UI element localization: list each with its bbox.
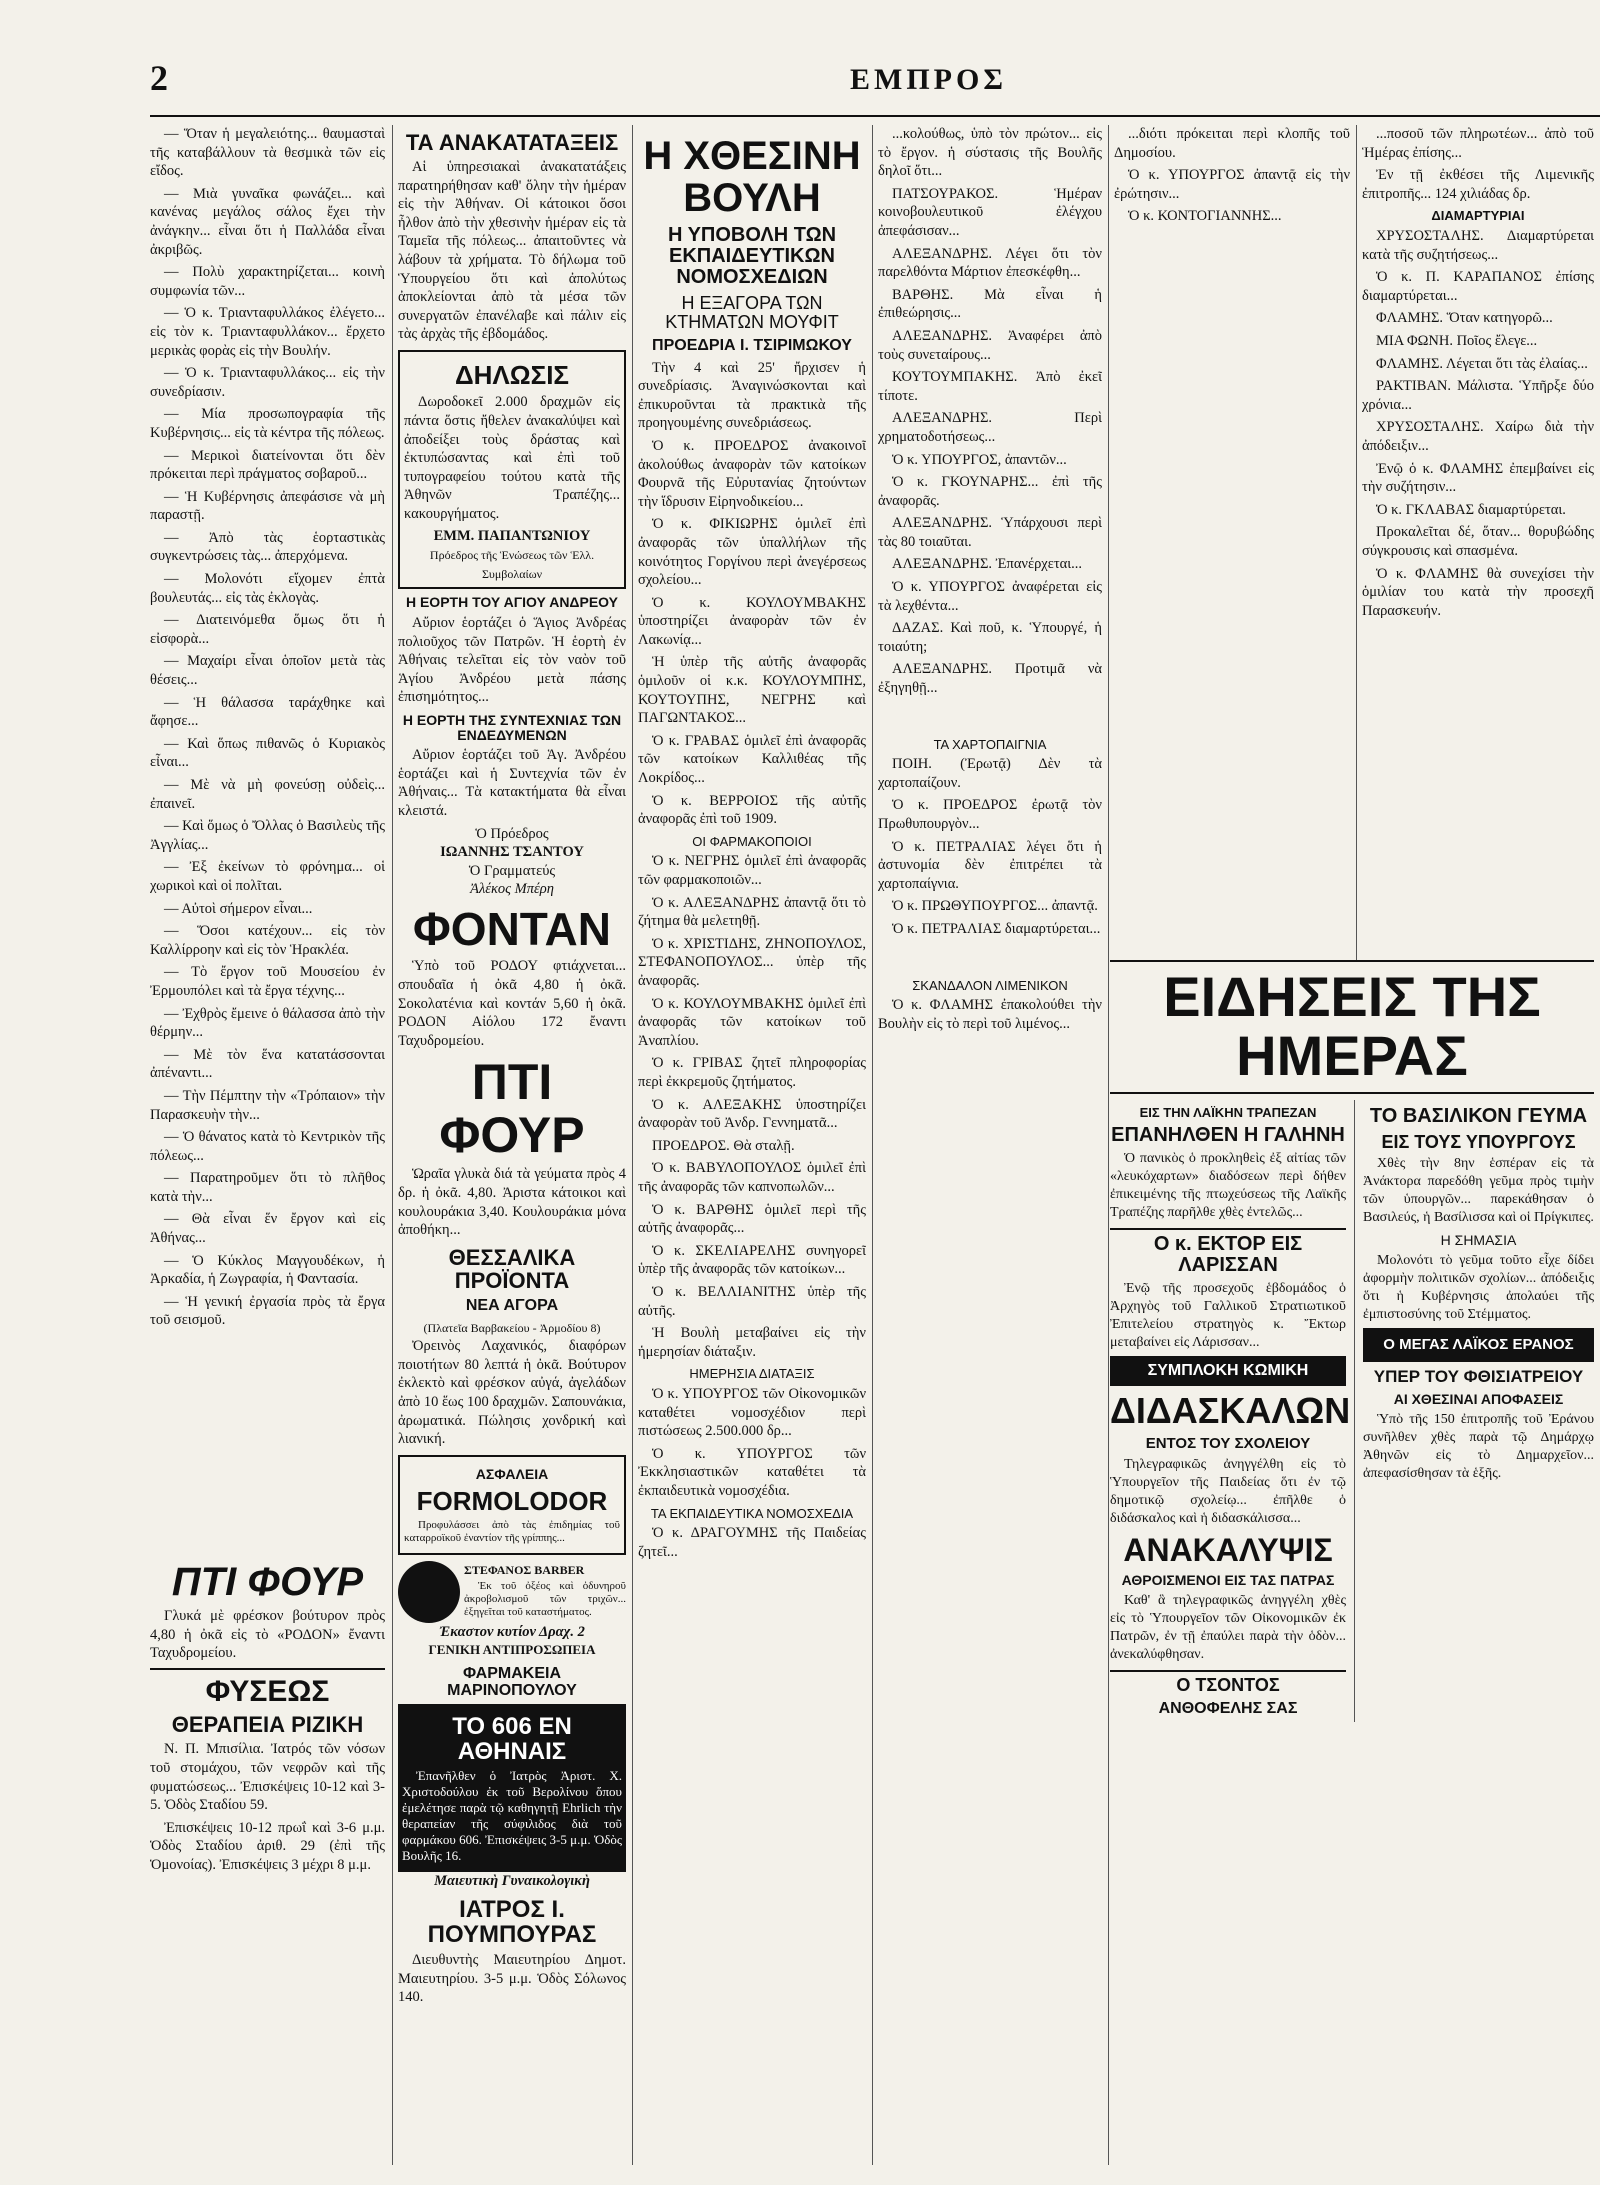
section-heading: ΔΙΑΜΑΡΤΥΡΙΑΙ xyxy=(1431,208,1525,224)
paragraph: Ὁ κ. ΑΛΕΞΑΝΔΡΗΣ ἀπαντᾷ ὅτι τὸ ζήτημα θὰ μελετηθῇ. xyxy=(638,894,866,930)
headline: ΑΝΑΚΑΛΥΨΙΣ xyxy=(1123,1531,1333,1568)
paragraph: Δωροδοκεῖ 2.000 δραχμῶν εἰς πάντα ὅστις ἤθελεν ἀνακαλύψει καὶ ἀποδείξει τοὺς δράστας καὶ ἐκτυπώσαντας καὶ ἐπὶ τοῦ τυπογραφείου τούτου κατὰ τῆς Ἀθηνῶν Τραπέζης... κακουργήματος. xyxy=(404,394,620,522)
paragraph: Ὁ πανικὸς ὁ προκληθεὶς ἐξ αἰτίας τῶν «λευκόχαρτων» διαδόσεων περὶ δήθεν ἐπικειμένης τῆς πτωχεύσεως τῆς Λαϊκῆς Τραπέζης παρῆλθε χθὲς ἐντελῶς... xyxy=(1110,1151,1346,1221)
paragraph: ΧΡΥΣΟΣΤΑΛΗΣ. Διαμαρτύρεται κατὰ τῆς συζητήσεως... xyxy=(1362,228,1594,263)
paragraph: Αὔριον ἑορτάζει ὁ Ἅγιος Ἀνδρέας πολιοῦχος τῶν Πατρῶν. Ἡ ἑορτὴ ἐν Ἀθήναις τελεῖται εἰς τὸν ναὸν τοῦ Ἁγίου Ἀνδρέου μετὰ πάσης ἐπισημότητος... xyxy=(398,614,626,706)
paragraph: ΠΡΟΕΔΡΟΣ. Θὰ σταλῇ. xyxy=(652,1137,795,1154)
paragraph: Ὁ κ. ΥΠΟΥΡΓΟΣ ἀπαντᾷ εἰς τὴν ἐρώτησιν... xyxy=(1114,167,1350,202)
paragraph: ...διότι πρόκειται περὶ κλοπῆς τοῦ Δημοσίου. xyxy=(1114,126,1350,161)
paragraph: — Μὲ νὰ μὴ φονεύσῃ οὐδεὶς... ἐπαινεῖ. xyxy=(150,777,385,812)
paragraph: ΒΑΡΘΗΣ. Μὰ εἶναι ἡ ἐπιθεώρησις... xyxy=(878,286,1102,322)
paragraph: Ὁ κ. ΠΕΤΡΑΛΙΑΣ διαμαρτύρεται... xyxy=(892,921,1101,938)
paragraph: — Θὰ εἶναι ἕν ἔργον καὶ εἰς Ἀθήνας... xyxy=(150,1211,385,1247)
paragraph: — Μὲ τὸν ἕνα κατατάσσονται ἀπέναντι... xyxy=(150,1046,385,1082)
paragraph: Ὁ κ. ΥΠΟΥΡΓΟΣ, ἀπαντῶν... xyxy=(892,451,1067,468)
headline: ΔΗΛΩΣΙΣ xyxy=(454,360,570,391)
paragraph: ΠΑΤΣΟΥΡΑΚΟΣ. Ἡμέραν κοινοβουλευτικοῦ ἐλέγχου ἀπεφάσισαν... xyxy=(878,185,1102,239)
paragraph: — Καὶ ὅμως ὁ Ὄλλας ὁ Βασιλεὺς τῆς Ἀγγλίας... xyxy=(150,818,385,853)
paragraph: Ὁ κ. ΦΛΑΜΗΣ θὰ συνεχίσει τὴν ὁμιλίαν του κατὰ τὴν προσεχῆ Παρασκευήν. xyxy=(1362,565,1594,619)
section-banner: ΕΙΔΗΣΕΙΣ ΤΗΣ ΗΜΕΡΑΣ xyxy=(1110,960,1594,1094)
ad-text: Ὡραῖα γλυκὰ διά τὰ γεύματα πρὸς 4 δρ. ἡ ὀκᾶ. 4,80. Ἀριστα κάτοικοι καὶ κουλουράκια 3,40. Κουλουράκια μόνα ἀποθήκη... xyxy=(398,1166,626,1239)
ad-text: Ὀρεινὸς Λαχανικός, διαφόρων ποιοτήτων 80 λεπτά ἡ ὀκᾶ. Βούτυρον ἐκλεκτὸ καὶ φρέσκον αὐγά, ἀγελάδων ἀπὸ 10 ἕως 100 δραχμῶν. Σαπουνάκια, ἀρωματικά. Πώλησις χονδρική καὶ λιανική. xyxy=(398,1338,626,1448)
subheadline: Η ΕΞΑΓΟΡΑ ΤΩΝ ΚΤΗΜΑΤΩΝ ΜΟΥΦΙΤ xyxy=(665,293,839,332)
news-col-left xyxy=(1110,1100,1351,1722)
ad-subtitle: ΓΕΝΙΚΗ ΑΝΤΙΠΡΟΣΩΠΕΙΑ xyxy=(428,1642,596,1658)
paragraph: ΑΛΕΞΑΝΔΡΗΣ. Ἀναφέρει ἀπὸ τοὺς συνεταίρους... xyxy=(878,327,1102,363)
paragraph: Ὁ κ. ΠΡΩΘΥΠΟΥΡΓΟΣ... ἀπαντᾷ. xyxy=(892,898,1098,915)
paragraph: Ὁ κ. ΓΚΟΥΝΑΡΗΣ... ἐπὶ τῆς ἀναφορᾶς. xyxy=(878,474,1102,509)
paragraph: Ὁ κ. ΝΕΓΡΗΣ ὁμιλεῖ ἐπὶ ἀναφορᾶς τῶν φαρμακοποιῶν... xyxy=(638,853,866,889)
ad-title: ΤΟ 606 ΕΝ ΑΘΗΝΑΙΣ xyxy=(452,1712,572,1765)
paragraph: — Ὅταν ἡ μεγαλειότης... θαυμασταὶ τῆς καταβάλλουν τὰ θεσμικὰ τῶν εἰς εἴδος. xyxy=(150,126,385,180)
paragraph: — Ὁ Κύκλος Μαγγουδέκων, ἡ Ἀρκαδία, ἡ Ζωγραφία, ἡ Φαντασία. xyxy=(150,1252,385,1288)
paragraph: — Τὴν Πέμπτην τὴν «Τρόπαιον» τὴν Παρασκευὴν τὴν... xyxy=(150,1087,385,1123)
paragraph: Προκαλεῖται δέ, ὅταν... θορυβώδης σύγκρουσις καὶ σπασμένα. xyxy=(1362,524,1594,559)
signature-title: Πρόεδρος τῆς Ἑνώσεως τῶν Ἑλλ. Συμβολαίων xyxy=(429,548,595,581)
paragraph: ΑΛΕΞΑΝΔΡΗΣ. Προτιμᾶ νὰ ἐξηγηθῇ... xyxy=(878,661,1102,697)
paragraph: Ὁ κ. ΓΡΙΒΑΣ ζητεῖ πληροφορίας περὶ ἐκκρεμοῦς ζητήματος. xyxy=(638,1055,866,1090)
ad-text: Διευθυντὴς Μαιευτηρίου Δημοτ. Μαιευτηρίου. 3-5 μ.μ. Ὁδὸς Σόλωνος 140. xyxy=(398,1951,626,2006)
headline: Ο κ. ΕΚΤΟΡ ΕΙΣ ΛΑΡΙΣΣΑΝ xyxy=(1110,1228,1346,1276)
headline: ΕΠΑΝΗΛΘΕΝ Η ΓΑΛΗΝΗ xyxy=(1111,1124,1345,1147)
paragraph: — Καὶ ὅπως πιθανῶς ὁ Κυριακὸς εἶναι... xyxy=(150,735,385,771)
paragraph: — Μαχαίρι εἶναι ὁποῖον μετὰ τὰς θέσεις... xyxy=(150,653,385,689)
paragraph: Ὁ κ. ΚΟΥΛΟΥΜΒΑΚΗΣ ὁμιλεῖ ἐπὶ ἀναφορᾶς τῶν κατοίκων τοῦ Ἀναπλίου. xyxy=(638,995,866,1049)
paragraph: Ὁ κ. ΑΛΕΞΑΚΗΣ ὑποστηρίζει ἀναφορὰν τοῦ Ἀνδρ. Γεννηματᾶ... xyxy=(638,1096,866,1132)
notice-box xyxy=(398,350,626,589)
ad-text: Ἐπανῆλθεν ὁ Ἰατρὸς Ἀριστ. Χ. Χριστοδούλου ἐκ τοῦ Βερολίνου ὅπου ἐμελέτησε παρὰ τῷ καθηγητῇ Ehrlich τὴν θεραπείαν τῆς σύφιλιδος διὰ τοῦ φαρμάκου 606. Ἐπισκέψεις 3-5 μ.μ. Ὁδὸς Βουλῆς 16. xyxy=(402,1767,622,1863)
section-heading: ΟΙ ΦΑΡΜΑΚΟΠΟΙΟΙ xyxy=(692,833,812,849)
headline: Η ΕΟΡΤΗ ΤΗΣ ΣΥΝΤΕΧΝΙΑΣ ΤΩΝ ΕΝΔΕΔΥΜΕΝΩΝ xyxy=(402,711,622,743)
headline: ΑΘΡΟΙΣΜΕΝΟΙ ΕΙΣ ΤΑΣ ΠΑΤΡΑΣ xyxy=(1121,1572,1335,1589)
ad-barber xyxy=(398,1561,626,1623)
paragraph: — Αὐτοὶ σήμερον εἶναι... xyxy=(164,900,313,917)
paragraph: Ὁ κ. ΒΕΛΛΙΑΝΙΤΗΣ ὑπὲρ τῆς αὐτῆς. xyxy=(638,1283,866,1319)
paragraph: — Μερικοὶ διατείνονται ὅτι δὲν πρόκειται περὶ πράγματος σοβαροῦ... xyxy=(150,447,385,483)
headline: ΤΟ ΒΑΣΙΛΙΚΟΝ ΓΕΥΜΑ xyxy=(1369,1104,1588,1127)
paragraph: Ἡ ὑπὲρ τῆς αὐτῆς ἀναφορᾶς ὁμιλοῦν οἱ κ.κ. ΚΟΥΛΟΥΜΠΗΣ, ΚΟΥΤΟΥΠΗΣ, ΝΕΓΡΗΣ καὶ ΠΑΓΩΝΤΑΚΟΣ... xyxy=(638,654,866,727)
ad-title: ΦΥΣΕΩΣ xyxy=(205,1674,330,1708)
paragraph: — Ἡ Κυβέρνησις ἀπεφάσισε νὰ μὴ παραστῇ. xyxy=(150,488,385,524)
headline: ΕΝΤΟΣ ΤΟΥ ΣΧΟΛΕΙΟΥ xyxy=(1145,1435,1311,1453)
main-headline: Η ΧΘΕΣΙΝΗ ΒΟΥΛΗ xyxy=(643,134,861,220)
column-rule xyxy=(872,125,873,2165)
paragraph: Μολονότι τὸ γεῦμα τοῦτο εἶχε δίδει ἀφορμὴν πολιτικῶν σχολίων... ἀπόδειξις ὅτι ἡ Κυβέρνησις ἀπολαύει τῆς ἐμπιστοσύνης τοῦ Στέμματος. xyxy=(1363,1253,1594,1323)
masthead xyxy=(150,55,1600,117)
paragraph: Ὁ κ. ΣΚΕΛΙΑΡΕΛΗΣ συνηγορεῖ ὑπὲρ τῆς ἀναφορᾶς τῶν κατοίκων... xyxy=(638,1242,866,1278)
paragraph: Ἐνῷ ὁ κ. ΦΛΑΜΗΣ ἐπεμβαίνει εἰς τὴν συζήτησιν... xyxy=(1362,460,1594,496)
paragraph: Ὁ κ. ΒΑΒΥΛΟΠΟΥΛΟΣ ὁμιλεῖ ἐπὶ τῆς ἀναφορᾶς τῶν καπνοπωλῶν... xyxy=(638,1160,866,1195)
headline: ΤΑ ΑΝΑΚΑΤΑΤΑΞΕΙΣ xyxy=(405,130,619,155)
paragraph: Ὁ κ. ΥΠΟΥΡΓΟΣ τῶν Ἐκκλησιαστικῶν καταθέτει τὰ ἐκπαιδευτικὰ νομοσχέδια. xyxy=(638,1445,866,1499)
paragraph: — Ἀπὸ τὰς ἑορταστικὰς συγκεντρώσεις τὰς... ἀπερχόμενα. xyxy=(150,529,385,565)
column-rule xyxy=(392,125,393,2165)
paragraph: ΠΟΙΗ. (Ἐρωτᾷ) Δὲν τὰ χαρτοπαίζουν. xyxy=(878,756,1102,791)
col1-news-paragraphs xyxy=(150,125,385,1330)
paragraph: Καθ' ἃ τηλεγραφικῶς ἀνηγγέλη χθὲς εἰς τὸ Ὑπουργεῖον τῶν Οἰκονομικῶν ἐκ Πατρῶν, ἐν τῇ ἐπαύλει παρὰ τὴν ὁδὸν... ἀνεκαλύφθησαν. xyxy=(1110,1593,1346,1663)
headline: Η ΕΟΡΤΗ ΤΟΥ ΑΓΙΟΥ ΑΝΔΡΕΟΥ xyxy=(405,594,619,611)
paragraph: — Πολὺ χαρακτηρίζεται... κοινὴ συμφωνία τῶν... xyxy=(150,264,385,299)
paragraph: ΑΛΕΞΑΝΔΡΗΣ. Λέγει ὅτι τὸν παρελθόντα Μάρτιον ἐπεσκέφθη... xyxy=(878,245,1102,281)
paragraph: Ἡ Βουλὴ μεταβαίνει εἰς τὴν ἡμερησίαν διάταξιν. xyxy=(638,1325,866,1360)
paragraph: — Μολονότι εἴχομεν ἐπτὰ βουλευτάς... εἰς τὰς ἐκλογὰς. xyxy=(150,571,385,606)
ad-subtitle: ΝΕΑ ΑΓΟΡΑ xyxy=(465,1296,559,1314)
ad-formolodor xyxy=(398,1455,626,1555)
paragraph: Ὁ κ. ΥΠΟΥΡΓΟΣ ἀναφέρεται εἰς τὰ λεχθέντα... xyxy=(878,579,1102,614)
paragraph: Ὁ κ. ΚΟΝΤΟΓΙΑΝΝΗΣ... xyxy=(1128,208,1282,225)
paragraph: Τὴν 4 καὶ 25' ἤρχισεν ἡ συνεδρίασις. Ἀναγινώσκονται καὶ ἐπικυροῦνται τὰ πρακτικὰ τῆς προηγουμένης συνεδριάσεως. xyxy=(638,359,866,432)
paragraph: — Ὅσοι κατέχουν... εἰς τὸν Καλλίρροην καὶ εἰς τὸν Ἡρακλέα. xyxy=(150,923,385,958)
barber-seal-icon xyxy=(398,1561,460,1623)
headline: ΑΙ ΧΘΕΣΙΝΑΙ ΑΠΟΦΑΣΕΙΣ xyxy=(1393,1391,1564,1408)
paragraph: ΚΟΥΤΟΥΜΠΑΚΗΣ. Ἀπὸ ἐκεῖ τίποτε. xyxy=(878,369,1102,404)
headline: ΕΙΣ ΤΟΥΣ ΥΠΟΥΡΓΟΥΣ xyxy=(1381,1131,1576,1152)
paragraph: Ὑπὸ τῆς 150 ἐπιτροπῆς τοῦ Ἐράνου συνῆλθεν χθὲς παρὰ τῷ Δημάρχῳ Ἀθηνῶν εἰς τὸ Δημαρχεῖον... ἀπεφασίσθησαν τὰ ἑξῆς. xyxy=(1363,1411,1594,1481)
headline: ΣΥΜΠΛΟΚΗ ΚΩΜΙΚΗ xyxy=(1110,1356,1346,1386)
paragraph: — Τὸ ἔργον τοῦ Μουσείου ἐν Ἐρμουπόλει καὶ τὰ ἔργα τέχνης... xyxy=(150,964,385,999)
paragraph: Ὁ κ. ΓΚΛΑΒΑΣ διαμαρτύρεται. xyxy=(1376,501,1566,518)
ad-title: Ο ΤΣΟΝΤΟΣ xyxy=(1110,1670,1346,1695)
column-4 xyxy=(878,125,1102,2165)
paragraph: — Ὁ θάνατος κατὰ τὸ Κεντρικὸν τῆς πόλεως... xyxy=(150,1129,385,1164)
headline: ΥΠΕΡ ΤΟΥ ΦΘΙΣΙΑΤΡΕΙΟΥ xyxy=(1373,1367,1584,1387)
signature: Ὁ Γραμματεύς xyxy=(468,862,556,879)
paragraph: Αὔριον ἑορτάζει τοῦ Ἁγ. Ἀνδρέου ἑορτάζει καὶ ἡ Συντεχνία τῶν ἐν Ἀθήναις... Τὰ κατακτήματα θὰ εἶναι κλειστά. xyxy=(398,747,626,820)
paragraph: Ὁ κ. ΔΡΑΓΟΥΜΗΣ τῆς Παιδείας ζητεῖ... xyxy=(638,1525,866,1560)
paragraph: Ἐνῷ τῆς προσεχοῦς ἑβδομάδος ὁ Ἀρχηγὸς τοῦ Γαλλικοῦ Στρατιωτικοῦ Ἐπιτελείου στρατηγὸς κ. Ἔκτωρ μεταβαίνει εἰς Λάρισσαν... xyxy=(1110,1281,1346,1351)
ad-title: ΠΤΙ ΦΟΥΡ xyxy=(439,1054,585,1163)
column-3 xyxy=(638,125,866,2165)
section-heading: ΤΑ ΧΑΡΤΟΠΑΙΓΝΙΑ xyxy=(933,736,1047,752)
column-2 xyxy=(398,125,626,2165)
news-col-right xyxy=(1363,1100,1594,1722)
paragraph: ΧΡΥΣΟΣΤΑΛΗΣ. Χαίρω διὰ τὴν ἀπόδειξιν... xyxy=(1362,419,1594,454)
paragraph: ΑΛΕΞΑΝΔΡΗΣ. Ἐπανέρχεται... xyxy=(892,556,1083,573)
ad-text: Προφυλάσσει ἀπὸ τὰς ἐπιδημίας τοῦ καταρροϊκοῦ ἐναντίον τῆς γρίππης... xyxy=(404,1518,620,1544)
paragraph: Ὁ κ. Π. ΚΑΡΑΠΑΝΟΣ ἐπίσης διαμαρτύρεται... xyxy=(1362,269,1594,304)
column-1 xyxy=(150,125,385,2165)
paragraph: Αἱ ὑπηρεσιακαὶ ἀνακατατάξεις παρατηρήθησαν καθ' ὅλην τὴν ἡμέραν εἰς τὴν Ἀθήναν. Οἱ κάτοικοι ὅσοι ἦλθον ἀπὸ τὴν χθεσινὴν ἡμέραν εἰς τὰ Ταμεῖα τῆς πόλεως... ἀπαιτοῦντες νὰ λάβουν τὰ χρήματα. Τὸ δήλωμα τοῦ Ὑπουργείου ὅτι καὶ ἀπολύτως ἀποκλείονται ἀπὸ τὰ μέσα τῶν συνεργατῶν ἐπανέλαβε καὶ πάλιν εἰς τὰς ἀρχὰς τῆς ἐβδομάδος. xyxy=(398,159,626,343)
section-heading: ΣΚΑΝΔΑΛΟΝ ΛΙΜΕΝΙΚΟΝ xyxy=(912,977,1068,993)
ad-title: ΙΑΤΡΟΣ Ι. ΠΟΥΜΠΟΥΡΑΣ xyxy=(427,1895,597,1948)
paragraph: Ὁ κ. ΦΙΚΙΩΡΗΣ ὁμιλεῖ ἐπὶ ἀναφορᾶς τῶν ὑπαλλήλων τῆς κοινότητος Γοργίνου περὶ ἀνεγέρσεως σχολείου... xyxy=(638,516,866,589)
news-columns xyxy=(1110,1100,1594,1722)
paragraph: Ὁ κ. ΓΡΑΒΑΣ ὁμιλεῖ ἐπὶ ἀναφορᾶς τῶν κατοίκων Καλλιθέας τῆς Λοκρίδος... xyxy=(638,732,866,787)
ad-pti-four-small xyxy=(150,1555,385,1879)
paragraph: — Ὁ κ. Τριανταφυλλάκος... εἰς τὴν συνεδρίασιν. xyxy=(150,365,385,400)
newspaper-title: ΕΜΠΡΟΣ xyxy=(850,63,1007,96)
ad-price: Ἐκαστον κυτίον Δραχ. 2 xyxy=(439,1623,585,1640)
paragraph: ΦΛΑΜΗΣ. Ὅταν κατηγορῶ... xyxy=(1376,310,1553,327)
ad-606 xyxy=(398,1704,626,1872)
ad-subtitle: Μαιευτικὴ Γυναικολογικὴ xyxy=(434,1872,590,1889)
paragraph: ΡΑΚΤΙΒΑΝ. Μάλιστα. Ὑπῆρξε δύο χρόνια... xyxy=(1362,378,1594,413)
section-heading: ΗΜΕΡΗΣΙΑ ΔΙΑΤΑΞΙΣ xyxy=(689,1366,815,1382)
headline: ΕΙΣ ΤΗΝ ΛΑΪΚΗΝ ΤΡΑΠΕΖΑΝ xyxy=(1139,1104,1317,1120)
ad-subtitle: ΑΝΘΟΦΕΛΗΣ ΣΑΣ xyxy=(1158,1699,1298,1717)
paragraph: ΑΛΕΞΑΝΔΡΗΣ. Ὑπάρχουσι περὶ τὰς 80 τοιαῦται. xyxy=(878,515,1102,550)
paragraph: Ὁ κ. ΧΡΙΣΤΙΔΗΣ, ΖΗΝΟΠΟΥΛΟΣ, ΣΤΕΦΑΝΟΠΟΥΛΟΣ... ὑπὲρ τῆς ἀναφορᾶς. xyxy=(638,935,866,990)
column-rule xyxy=(1354,1100,1355,1722)
paragraph: — Ὁ κ. Τριανταφυλλάκος ἐλέγετο... εἰς τὸν κ. Τριανταφυλλάκον... ἔρχετο μερικὰς φορὰς εἰς τὴν Βουλήν. xyxy=(150,305,385,359)
news-of-the-day-section xyxy=(1110,960,1594,2165)
paragraph: Ὁ κ. ΥΠΟΥΡΓΟΣ τῶν Οἰκονομικῶν καταθέτει νομοσχέδιον περὶ πιστώσεως 2.500.000 δρ... xyxy=(638,1385,866,1440)
paragraph: Ὁ κ. ΚΟΥΛΟΥΜΒΑΚΗΣ ὑποστηρίζει ἀναφορὰν τῶν ἐν Λακωνίᾳ... xyxy=(638,594,866,648)
section-heading: Η ΣΗΜΑΣΙΑ xyxy=(1440,1232,1517,1249)
ad-text: Ἐπισκέψεις 10-12 πρωΐ καὶ 3-6 μ.μ. Ὁδὸς Σταδίου ἀριθ. 29 (ἐπὶ τῆς Ὁμονοίας). Ἐπισκέψεις 3 μέχρι 8 μ.μ. xyxy=(150,1819,385,1873)
signature: Ὁ Πρόεδρος xyxy=(475,825,549,842)
paragraph: — Παρατηροῦμεν ὅτι τὸ πλῆθος κατὰ τὴν... xyxy=(150,1170,385,1205)
ad-title: FORMOLODOR xyxy=(416,1485,608,1516)
signature: ΕΜΜ. ΠΑΠΑΝΤΩΝΙΟΥ xyxy=(433,528,591,545)
ad-title: ΘΕΣΣΑΛΙΚΑ ΠΡΟΪΟΝΤΑ xyxy=(448,1244,576,1293)
paragraph: — Διατεινόμεθα ὅμως ὅτι ἡ εἰσφορὰ... xyxy=(150,612,385,647)
paragraph: ...ποσοῦ τῶν πληρωτέων... ἀπὸ τοῦ Ἡμέρας ἐπίσης... xyxy=(1362,126,1594,161)
paragraph: — Μία προσωπογραφία τῆς Κυβέρνησις... εἰς τὰ κέντρα τῆς πόλεως. xyxy=(150,406,385,441)
ad-text: Ὑπὸ τοῦ ΡΟΔΟΥ φτιάχνεται... σπουδαῖα ἡ ὀκᾶ 4,80 ἡ ὀκᾶ. Σοκολατένια καὶ κοντάν 5,60 ἡ ὀκᾶ. ΡΟΔΟΝ Αἰόλου 172 ἔναντι Ταχυδρομείου. xyxy=(398,958,626,1049)
column-rule xyxy=(632,125,633,2165)
paragraph: — Μιὰ γυναῖκα φωνάζει... καὶ κανένας μεγάλος σάλος ἔχει τὴν ἀνάγκην... εἶναι ὅτι ἡ Παλλάδα εἶναι ἀκριβῶς. xyxy=(150,185,385,258)
subheadline: Η ΥΠΟΒΟΛΗ ΤΩΝ ΕΚΠΑΙΔΕΥΤΙΚΩΝ ΝΟΜΟΣΧΕΔΙΩΝ xyxy=(667,224,837,288)
ad-address: (Πλατεῖα Βαρβακείου - Ἀρμοδίου 8) xyxy=(423,1320,601,1335)
ad-title: ΣΤΕΦΑΝΟΣ BARBER xyxy=(464,1563,585,1578)
headline: ΔΙΔΑΣΚΑΛΩΝ xyxy=(1110,1390,1351,1432)
paragraph: Χθὲς τὴν 8ην ἑσπέραν εἰς τὰ Ἀνάκτορα παρεδόθη γεῦμα πρὸς τιμὴν τῶν ὑπουργῶν... παρεκάθησαν ὁ Βασιλεύς, ἡ Βασίλισσα καὶ οἱ Πρίγκιπες. xyxy=(1363,1156,1594,1226)
signature: Ἀλέκος Μπέρη xyxy=(470,881,554,898)
divider xyxy=(150,1668,385,1670)
ad-title: ΠΤΙ ΦΟΥΡ xyxy=(171,1560,364,1604)
paragraph: — Ἐξ ἐκείνων τὸ φρόνημα... οἱ χωρικοὶ καὶ οἱ πολῖται. xyxy=(150,859,385,894)
paragraph: ΑΛΕΞΑΝΔΡΗΣ. Περὶ χρηματοδοτήσεως... xyxy=(878,410,1102,445)
headline: Ο ΜΕΓΑΣ ΛΑΪΚΟΣ ΕΡΑΝΟΣ xyxy=(1363,1328,1594,1362)
subheadline: ΠΡΟΕΔΡΙΑ Ι. ΤΣΙΡΙΜΩΚΟΥ xyxy=(652,336,852,354)
ad-title: ΦΑΡΜΑΚΕΙΑ ΜΑΡΙΝΟΠΟΥΛΟΥ xyxy=(447,1665,577,1699)
ad-text: Ἐκ τοῦ ὀξέος καὶ ὀδυνηροῦ ἀκροβολισμοῦ τῶν τριχῶν... ἐξηγεῖται τοῦ καταστήματος. xyxy=(464,1579,626,1618)
paragraph: Ὁ κ. ΠΕΤΡΑΛΙΑΣ λέγει ὅτι ἡ ἀστυνομία δὲν ἐπιτρέπει τὰ χαρτοπαίγνια. xyxy=(878,838,1102,892)
paragraph: — Ἐχθρὸς ἔμεινε ὁ θάλασσα ἀπὸ τὴν θέρμην... xyxy=(150,1005,385,1041)
paragraph: ΔΑΖΑΣ. Καὶ ποῦ, κ. Ὑπουργέ, ἡ τοιαύτη; xyxy=(878,620,1102,655)
paragraph: Ὁ κ. ΠΡΟΕΔΡΟΣ ἐρωτᾷ τὸν Πρωθυπουργὸν... xyxy=(878,797,1102,833)
page-number: 2 xyxy=(150,58,168,98)
paragraph: Ἐν τῇ ἐκθέσει τῆς Λιμενικῆς ἐπιτροπῆς... 124 χιλιάδας δρ. xyxy=(1362,167,1594,202)
paragraph: Τηλεγραφικῶς ἀνηγγέλθη εἰς τὸ Ὑπουργεῖον τῆς Παιδείας ὅτι ἐν τῷ δημοτικῷ σχολείῳ... ἐπῆλθε ὁ διδάσκαλος καὶ ἡ διδασκάλισσα... xyxy=(1110,1456,1346,1526)
column-rule xyxy=(1108,125,1109,2165)
paragraph: Ὁ κ. ΒΑΡΘΗΣ ὁμιλεῖ περὶ τῆς αὐτῆς ἀναφορᾶς... xyxy=(638,1201,866,1237)
paragraph: ΦΛΑΜΗΣ. Λέγεται ὅτι τὰς ἐλαίας... xyxy=(1376,355,1588,372)
ad-subtitle: ΘΕΡΑΠΕΙΑ ΡΙΖΙΚΗ xyxy=(171,1712,364,1738)
paragraph: Ὁ κ. ΒΕΡΡΟΙΟΣ τῆς αὐτῆς ἀναφορᾶς ἐπὶ τοῦ 1909. xyxy=(638,792,866,828)
paragraph: Ὁ κ. ΦΛΑΜΗΣ ἐπακολούθει τὴν Βουλὴν εἰς τὸ περὶ τοῦ λιμένος... xyxy=(878,997,1102,1032)
paragraph: — Ἡ θάλασσα ταράχθηκε καὶ ἄφησε... xyxy=(150,694,385,730)
signature: ΙΩΑΝΝΗΣ ΤΣΑΝΤΟΥ xyxy=(440,844,584,861)
ad-title: ΦΟΝΤΑΝ xyxy=(413,903,611,956)
paragraph: ΜΙΑ ΦΩΝΗ. Ποῖος ἔλεγε... xyxy=(1376,332,1538,349)
ad-subtitle: ΑΣΦΑΛΕΙΑ xyxy=(475,1465,549,1482)
paragraph: — Ἡ γενική ἐργασία πρὸς τὰ ἔργα τοῦ σεισμοῦ. xyxy=(150,1293,385,1329)
section-heading: ΤΑ ΕΚΠΑΙΔΕΥΤΙΚΑ ΝΟΜΟΣΧΕΔΙΑ xyxy=(650,1505,854,1521)
ad-text: Γλυκά μὲ φρέσκον βούτυρον πρὸς 4,80 ἡ ὀκᾶ εἰς τὸ «ΡΟΔΟΝ» ἔναντι Ταχυδρομείου. xyxy=(150,1608,385,1662)
paragraph: Ὁ κ. ΠΡΟΕΔΡΟΣ ἀνακοινοῖ ἀκολούθως ἀναφορὰν τῶν κατοίκων Φουρνᾶ τῆς Εὐρυτανίας ζητούντων τὴν ἵδρυσιν Εἰρηνοδικείου... xyxy=(638,437,866,510)
paragraph: ...κολούθως, ὑπὸ τὸν πρώτον... εἰς τὸ ἔργον. ἡ σύστασις τῆς Βουλῆς δηλοῖ ὅτι... xyxy=(878,126,1102,180)
ad-text: Ν. Π. Μπισίλια. Ἰατρός τῶν νόσων τοῦ στομάχου, τῶν νεφρῶν καὶ τῆς φυματώσεως... Ἐπισκέψεις 10-12 καὶ 3-5. Ὁδὸς Σταδίου 59. xyxy=(150,1741,385,1814)
